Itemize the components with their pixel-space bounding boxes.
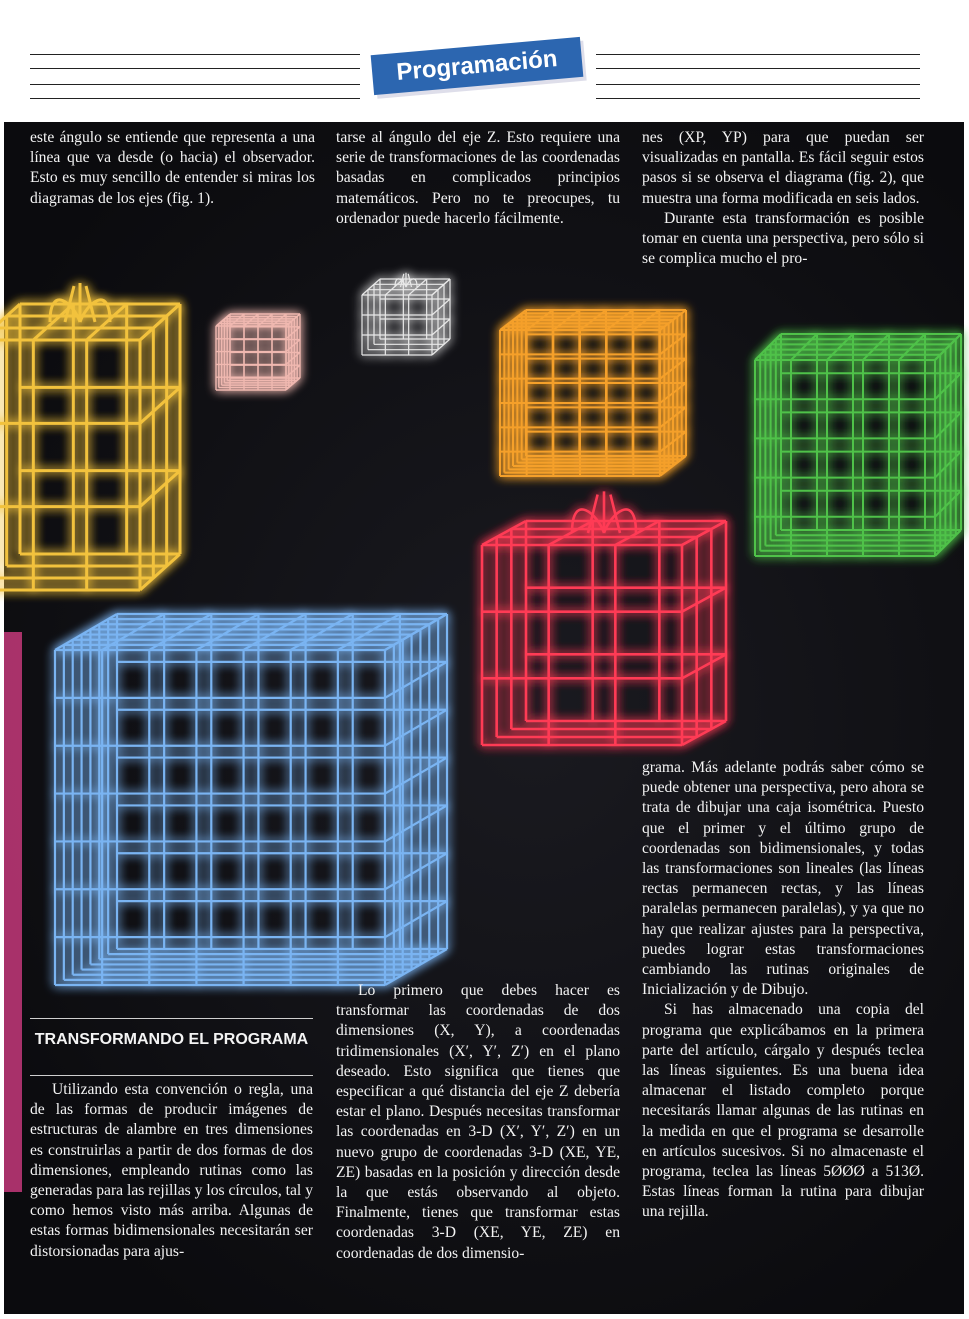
column-3-paragraph-1: nes (XP, YP) para que puedan ser visualizadas en pantalla. Es fácil seguir estos pasos si se observa el diagrama (fig. 2), que muestra una forma modificada en seis lados. [642,129,924,207]
column-1-text: este ángulo se entiende que representa a una línea que va desde (o hacia) el observador. Esto es muy sencillo de entender si miras los diagramas de los ejes (fig. 1). [30,129,315,207]
sidebar-heading: TRANSFORMANDO EL PROGRAMA [34,1031,309,1048]
text-column-2 [336,128,620,229]
column-4-paragraph-2: Si has almacenado una copia del programa que explicábamos en la primera parte del artículo, cárgalo y después teclea las líneas siguientes. Es una buena idea almacenar el listado completo porque necesitarás llamar algunas de las rutinas en la medida en que el programa se desarrolle en artículos sucesivos. Si no almacenaste el programa, teclea las líneas 5ØØØ a 513Ø. Estas líneas forman la rutina para dibujar una rejilla. [642,1001,924,1221]
white-gift-box [362,273,450,355]
green-box [755,334,961,556]
text-column-3 [642,128,924,269]
yellow-gift-box [0,283,180,590]
sidebar-rule-top [30,1018,313,1019]
text-column-4 [642,758,924,1223]
sidebar-rule-bottom [30,1075,313,1076]
column-3-paragraph-2: Durante esta transformación es posible tomar en cuenta una perspectiva, pero sólo si se complica mucho el pro- [642,209,924,268]
orange-box [500,310,686,476]
pink-small-box [216,314,300,390]
pink-edge-bar [4,632,22,1192]
text-column-1 [30,128,315,209]
red-gift-box [482,491,726,745]
column-5-paragraph-1: Lo primero que debes hacer es transformar las coordenadas de dos dimensiones (X, Y), a coordenadas tridimensionales (X′, Y′, Z′) en el plano deseado. Esto significa que tienes que especificar a qué distancia del eje Z debería estar el plano. Después necesitas transformar las coordenadas en 3-D (X′, Y′, Z′) en un nuevo grupo de coordenadas 3-D (XE, YE, ZE) basadas en la posición y dirección desde la que estás observando al objeto. Finalmente, tienes que transformar estas coordenadas 3-D (XE, YE, ZE) en coordenadas de dos dimensio- [336,982,620,1262]
column-2-text: tarse al ángulo del eje Z. Esto requiere una serie de transformaciones de las coordenadas basadas en complicados principios matemáticos. Pero no te preocupes, tu ordenador puede hacerlo fácilmente. [336,129,620,227]
sidebar-text: Utilizando esta convención o regla, una de las formas de producir imágenes de estructuras de alambre en tres dimensiones es construirlas a partir de dos formas de dos dimensiones, empleando rutinas como las generadas para las rejillas y los círculos, tal y como hemos visto más arriba. Algunas de estas formas bidimensionales necesitarán ser distorsionadas para ajus- [30,1081,313,1260]
text-column-5 [336,981,620,1264]
sidebar-text-column [30,1080,313,1262]
column-4-paragraph-1: grama. Más adelante podrás saber cómo se puede obtener una perspectiva, pero ahora se trata de dibujar una caja isométrica. Puesto que el primer y el último grupo de coordenadas son bidimensionales, y todas las transformaciones son lineales (las líneas rectas permanecen rectas, y las líneas paralelas permanecen paralelas), y ya que no hay que realizar ajustes para la perspectiva, puedes lograr estas transformaciones cambiando las rutinas originales de Inicialización y de Dibujo. [642,759,924,999]
section-label: Programación [371,37,584,95]
blue-box [55,614,447,985]
